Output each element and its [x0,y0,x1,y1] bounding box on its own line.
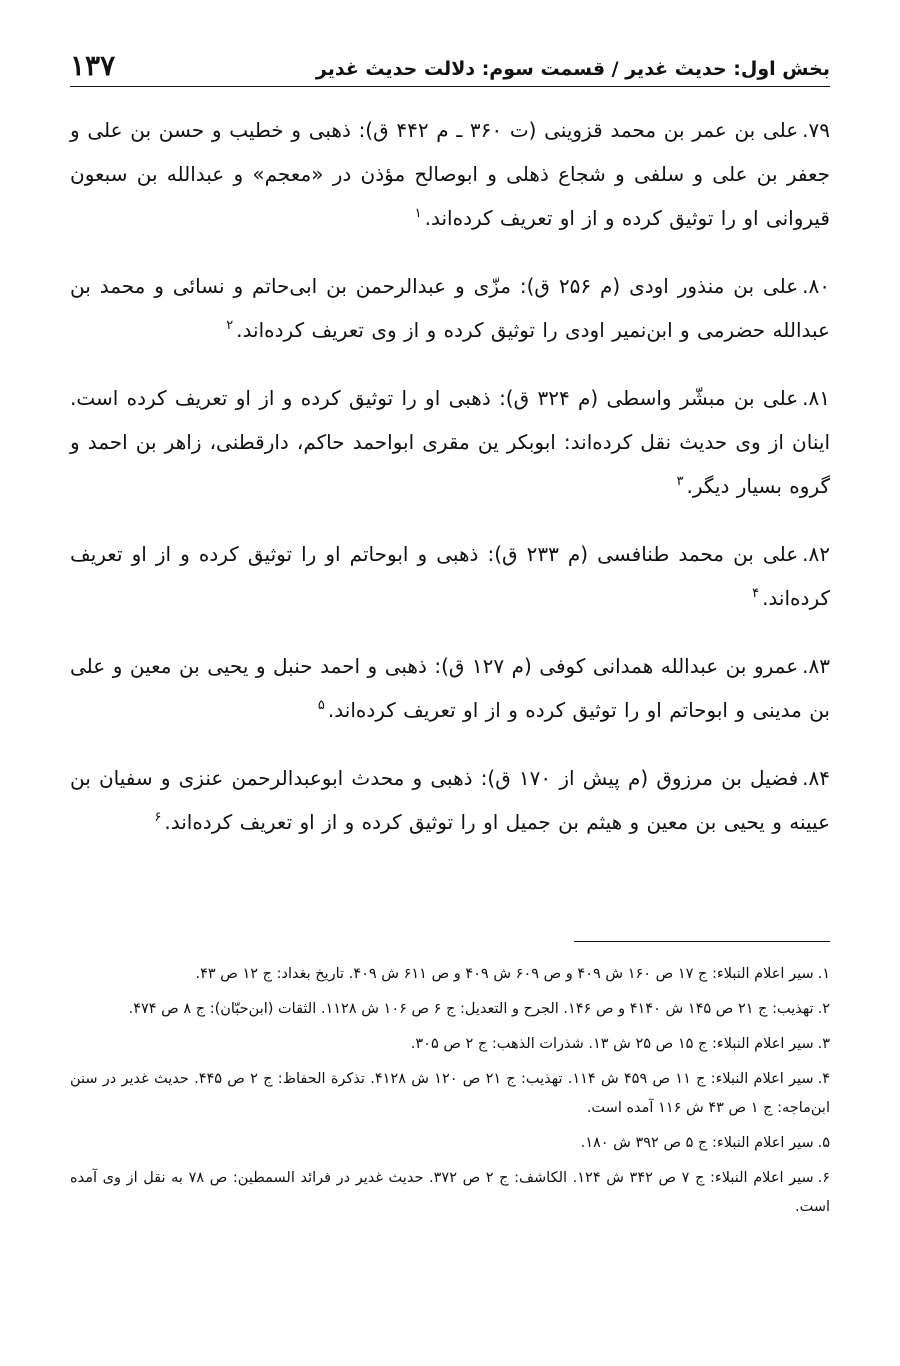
entry-text: عمرو بن عبدالله همدانی کوفی (م ۱۲۷ ق): ذهبی و احمد حنبل و یحیی بن معین و علی بن مدینی و ابوحاتم او را توثیق کرده و از او تعریف کرده‌اند. [70,654,830,722]
footnote-divider [574,941,830,942]
footnote-number: ۵. [817,1135,830,1151]
entry-84 [70,756,830,844]
footnote-ref[interactable]: ۳ [676,474,684,490]
footnote-ref[interactable]: ۱ [414,206,422,222]
entry-80 [70,264,830,352]
entry-text: علی بن منذور اودی (م ۲۵۶ ق): مزّی و عبدالرحمن بن ابی‌حاتم و نسائی و محمد بن عبدالله حضرمی و ابن‌نمیر اودی را توثیق کرده و از وی تعریف کرده‌اند. [70,274,830,342]
footnote-text: سیر اعلام النبلاء: ج ۵ ص ۳۹۲ ش ۱۸۰. [580,1135,814,1151]
entry-number: ۸۲. [802,542,830,566]
entry-83 [70,644,830,732]
running-head: بخش اول: حدیث غدیر / قسمت سوم: دلالت حدیث غدیر [315,58,830,80]
entry-text: علی بن مبشّر واسطی (م ۳۲۴ ق): ذهبی او را توثیق کرده و از او تعریف کرده است. اینان از وی حدیث نقل کرده‌اند: ابوبکر ین مقری ابواحمد حاکم، دارقطنی، زاهر بن احمد و گروه بسیار دیگر. [70,386,830,498]
footnote-number: ۴. [817,1071,830,1087]
entry-number: ۸۱. [802,386,830,410]
entry-79 [70,108,830,240]
footnote-ref[interactable]: ۲ [226,318,234,334]
entry-text: علی بن محمد طنافسی (م ۲۳۳ ق): ذهبی و ابوحاتم او را توثیق کرده و از او تعریف کرده‌اند. [70,542,830,610]
footnote-number: ۳. [817,1036,830,1052]
footnote-number: ۶. [817,1170,831,1186]
footnote-ref[interactable]: ۴ [752,586,760,602]
page-header [70,36,830,87]
entry-82 [70,532,830,620]
footnote-3 [70,1030,830,1059]
footnote-2 [70,995,830,1024]
entry-number: ۷۹. [802,118,830,142]
entry-number: ۸۴. [802,766,830,790]
footnote-ref[interactable]: ۵ [317,698,325,714]
footnote-text: سیر اعلام النبلاء: ج ۱۷ ص ۱۶۰ ش ۴۰۹ و ص ۶۰۹ ش ۴۰۹ و ص ۶۱۱ ش ۴۰۹. تاریخ بغداد: ج ۱۲ ص ۴۳. [195,966,814,982]
entry-number: ۸۰. [802,274,830,298]
entry-number: ۸۳. [802,654,830,678]
footnote-text: سیر اعلام النبلاء: ج ۷ ص ۳۴۲ ش ۱۲۴. الکاشف: ج ۲ ص ۳۷۲. حدیث غدیر در فرائد السمطین: ص ۷۸ به نقل از وی آمده است. [70,1170,830,1215]
entry-81 [70,376,830,508]
footnote-5 [70,1129,830,1158]
footnote-1 [70,960,830,989]
footnote-text: سیر اعلام النبلاء: ج ۱۱ ص ۴۵۹ ش ۱۱۴. تهذیب: ج ۲۱ ص ۱۲۰ ش ۴۱۲۸. تذکرة الحفاظ: ج ۲ ص ۴۴۵. حدیث غدیر در سنن ابن‌ماجه: ج ۱ ص ۴۳ ش ۱۱۶ آمده است. [70,1071,830,1116]
footnote-text: تهذیب: ج ۲۱ ص ۱۴۵ ش ۴۱۴۰ و ص ۱۴۶. الجرح و التعدیل: ج ۶ ص ۱۰۶ ش ۱۱۲۸. الثقات (ابن‌حبّان): ج ۸ ص ۴۷۴. [128,1001,814,1017]
page-number: ۱۳۷ [70,49,116,82]
footnote-4 [70,1065,830,1123]
footnote-ref[interactable]: ۶ [154,810,162,826]
entry-text: فضیل بن مرزوق (م پیش از ۱۷۰ ق): ذهبی و محدث ابوعبدالرحمن عنزی و سفیان بن عیینه و یحیی بن معین و هیثم بن جمیل او را توثیق کرده و از او تعریف کرده‌اند. [70,766,830,834]
footnote-6 [70,1164,830,1222]
book-page [70,0,830,1366]
footnotes [70,960,830,1228]
entry-text: علی بن عمر بن محمد قزوینی (ت ۳۶۰ ـ م ۴۴۲ ق): ذهبی و خطیب و حسن بن علی و جعفر بن علی و سلفی و شجاع ذهلی و ابوصالح مؤذن در «معجم» و عبدالله بن سبعون قیروانی او را توثیق کرده و از او تعریف کرده‌اند. [70,118,830,230]
main-text [70,108,830,868]
footnote-text: سیر اعلام النبلاء: ج ۱۵ ص ۲۵ ش ۱۳. شذرات الذهب: ج ۲ ص ۳۰۵. [410,1036,814,1052]
footnote-number: ۲. [817,1001,830,1017]
footnote-number: ۱. [817,966,830,982]
